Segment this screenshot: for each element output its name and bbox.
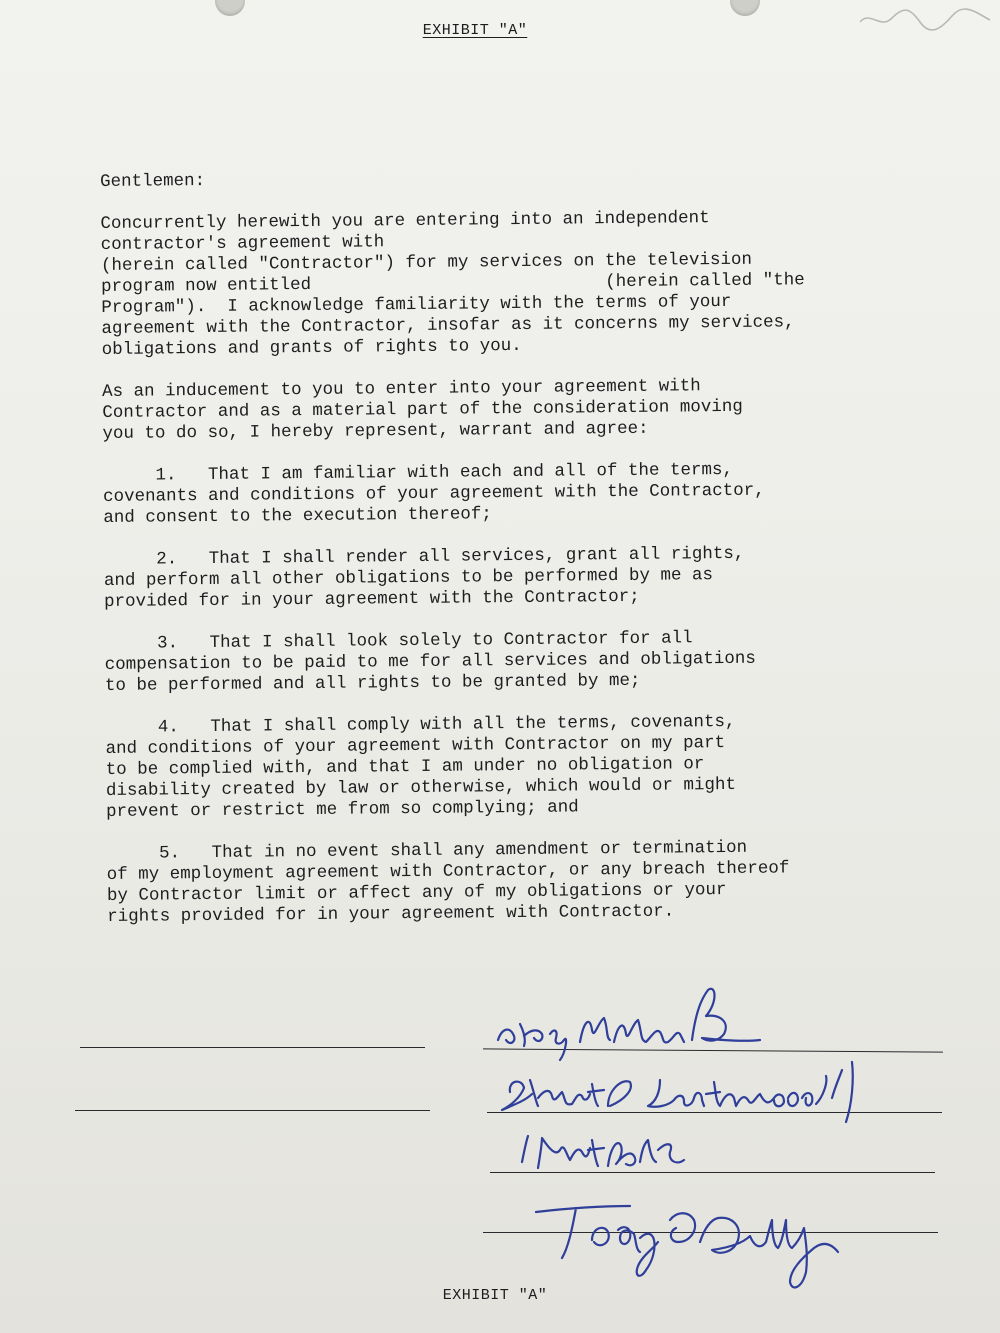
text-line: and consent to the execution thereof; <box>103 504 492 528</box>
text-line: Contractor and as a material part of the consideration moving <box>102 396 743 423</box>
clause-1 <box>103 458 964 529</box>
text-line: prevent or restrict me from so complying; and <box>106 797 579 822</box>
text-line: (herein called "Contractor") for my services on the television <box>100 249 753 276</box>
text-line: by Contractor limit or affect any of my obligations or your <box>106 880 727 906</box>
blank-signature-line <box>75 1110 430 1111</box>
text-line: of my employment agreement with Contractor, or any breach thereof <box>106 858 790 885</box>
text-line: Concurrently herewith you are entering into an independent <box>100 208 710 234</box>
letter-body <box>100 164 967 928</box>
signature-block <box>0 980 1000 1320</box>
text-line: As an inducement to you to enter into your agreement with <box>102 376 701 402</box>
text-line: Program"). I acknowledge familiarity with the terms of your <box>101 291 732 318</box>
text-line: you to do so, I hereby represent, warrant and agree: <box>102 418 649 444</box>
text-line: covenants and conditions of your agreement with the Contractor, <box>103 480 765 507</box>
handwritten-signature-3 <box>522 1136 684 1168</box>
text-line: disability created by law or otherwise, which would or might <box>105 774 737 801</box>
text-line: and perform all other obligations to be performed by me as <box>103 565 714 591</box>
text-line: agreement with the Contractor, insofar as it concerns my services, <box>101 312 795 339</box>
handwritten-signature-2 <box>502 1062 853 1122</box>
handwritten-signatures <box>480 980 990 1320</box>
text-line: to be performed and all rights to be granted by me; <box>104 670 641 696</box>
text-line: 1. That I am familiar with each and all of the terms, <box>102 459 734 486</box>
text-line: provided for in your agreement with the Contractor; <box>104 586 640 612</box>
text-line: rights provided for in your agreement with Contractor. <box>107 901 675 927</box>
clause-5 <box>106 836 967 928</box>
paragraph-intro <box>100 206 961 361</box>
exhibit-title-top: EXHIBIT "A" <box>422 22 528 39</box>
paragraph-inducement <box>102 374 963 445</box>
blank-signature-line <box>80 1047 425 1048</box>
clause-2 <box>104 542 965 613</box>
salutation: Gentlemen: <box>100 170 206 192</box>
handwritten-signature-1 <box>498 989 760 1060</box>
text-line: 2. That I shall render all services, grant all rights, <box>103 543 745 570</box>
handwritten-signature-4 <box>536 1206 838 1287</box>
text-line: to be complied with, and that I am under no obligation or <box>105 754 705 780</box>
clause-4 <box>105 710 966 823</box>
text-line: program now entitled (herein called "the <box>101 270 805 297</box>
exhibit-title-bottom: EXHIBIT "A" <box>442 1287 548 1304</box>
text-line: contractor's agreement with <box>100 232 385 255</box>
text-line: and conditions of your agreement with Contractor on my part <box>105 733 726 759</box>
punch-hole-left <box>215 0 245 16</box>
text-line: 4. That I shall comply with all the terms, covenants, <box>105 711 736 738</box>
punch-hole-right <box>730 0 760 16</box>
text-line: compensation to be paid to me for all services and obligations <box>104 648 756 675</box>
text-line: 5. That in no event shall any amendment or termination <box>106 837 748 864</box>
clause-3 <box>104 626 965 697</box>
text-line: obligations and grants of rights to you. <box>101 335 522 360</box>
text-line: 3. That I shall look solely to Contractor for all <box>104 628 693 654</box>
